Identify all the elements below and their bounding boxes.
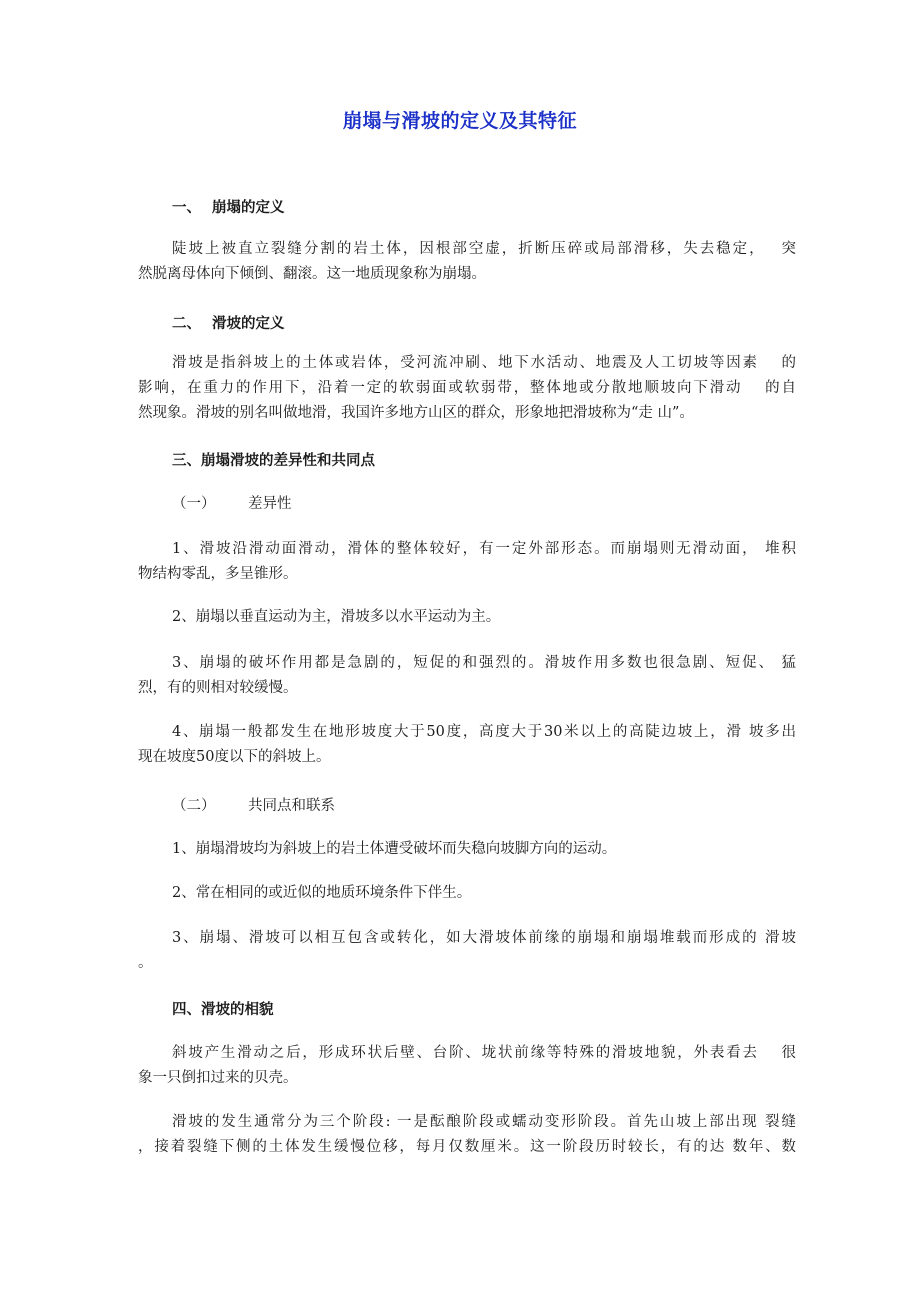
paragraph-landslide-stages <box>138 1110 796 1160</box>
subsection-label: 差异性 <box>248 496 292 512</box>
subsection-heading-commonalities <box>172 794 335 815</box>
difference-item-3 <box>138 651 796 701</box>
difference-item-1 <box>138 537 796 587</box>
subsection-label: 共同点和联系 <box>248 798 335 814</box>
paragraph-line: 滑坡是指斜坡上的土体或岩体，受河流冲刷、地下水活动、地震及人工切坡等因素 的 <box>172 355 796 371</box>
section-heading-text: 崩塌的定义 <box>212 200 285 216</box>
paragraph-line: 现在坡度50度以下的斜坡上。 <box>138 749 331 765</box>
paragraph-line: 2、常在相同的或近似的地质环境条件下伴生。 <box>172 885 472 901</box>
paragraph-line: 陡坡上被直立裂缝分割的岩土体，因根部空虚，折断压碎或局部滑移，失去稳定， 突 <box>172 241 796 257</box>
section-heading-text: 滑坡的定义 <box>212 316 285 332</box>
section-heading-appearance: 四、滑坡的相貌 <box>172 1002 274 1018</box>
document-title: 崩塌与滑坡的定义及其特征 <box>342 110 577 132</box>
paragraph-collapse-definition <box>138 237 796 287</box>
paragraph-line: 4、崩塌一般都发生在地形坡度大于50度，高度大于30米以上的高陡边坡上，滑 坡多出 <box>172 724 796 740</box>
paragraph-line: 然现象。滑坡的别名叫做地滑，我国许多地方山区的群众，形象地把滑坡称为“走 山”。 <box>138 405 694 421</box>
paragraph-line: 3、崩塌的破坏作用都是急剧的，短促的和强烈的。滑坡作用多数也很急剧、短促、 猛 <box>172 655 796 671</box>
paragraph-line: 然脱离母体向下倾倒、翻滚。这一地质现象称为崩塌。 <box>138 266 486 282</box>
section-heading-differences: 三、崩塌滑坡的差异性和共同点 <box>172 453 375 469</box>
paragraph-line: 1、滑坡沿滑动面滑动，滑体的整体较好，有一定外部形态。而崩塌则无滑动面， 堆积 <box>172 541 796 557</box>
paragraph-line: 物结构零乱，多呈锥形。 <box>138 566 298 582</box>
subsection-number: （二） <box>172 798 216 814</box>
paragraph-line: 。 <box>138 955 153 971</box>
paragraph-line: 2、崩塌以垂直运动为主，滑坡多以水平运动为主。 <box>172 609 501 625</box>
subsection-heading-differences <box>172 492 292 513</box>
paragraph-line: 3、崩塌、滑坡可以相互包含或转化，如大滑坡体前缘的崩塌和崩塌堆载而形成的 滑坡 <box>172 930 796 946</box>
paragraph-line: 滑坡的发生通常分为三个阶段: 一是酝酿阶段或蠕动变形阶段。首先山坡上部出现 裂缝 <box>172 1114 796 1130</box>
difference-item-2 <box>172 605 796 630</box>
paragraph-line: 斜坡产生滑动之后，形成环状后壁、台阶、垅状前缘等特殊的滑坡地貌，外表看去 很 <box>172 1045 796 1061</box>
paragraph-line: ，接着裂缝下侧的土体发生缓慢位移，每月仅数厘米。这一阶段历时较长，有的达 数年、数 <box>138 1139 796 1155</box>
commonality-item-3 <box>138 926 796 976</box>
paragraph-line: 影响，在重力的作用下，沿着一定的软弱面或软弱带，整体地或分散地顺坡向下滑动 的自 <box>138 380 796 396</box>
section-heading-collapse <box>172 196 285 217</box>
difference-item-4 <box>138 720 796 770</box>
paragraph-line: 烈，有的则相对较缓慢。 <box>138 680 298 696</box>
commonality-item-1 <box>172 837 796 862</box>
section-number: 一、 <box>172 200 201 216</box>
subsection-number: （一） <box>172 496 216 512</box>
section-number: 二、 <box>172 316 201 332</box>
paragraph-landslide-definition <box>138 351 796 426</box>
paragraph-line: 1、崩塌滑坡均为斜坡上的岩土体遭受破坏而失稳向坡脚方向的运动。 <box>172 841 617 857</box>
section-heading-landslide <box>172 312 285 333</box>
paragraph-line: 象一只倒扣过来的贝壳。 <box>138 1070 298 1086</box>
commonality-item-2 <box>172 881 796 906</box>
paragraph-landslide-appearance <box>138 1041 796 1091</box>
